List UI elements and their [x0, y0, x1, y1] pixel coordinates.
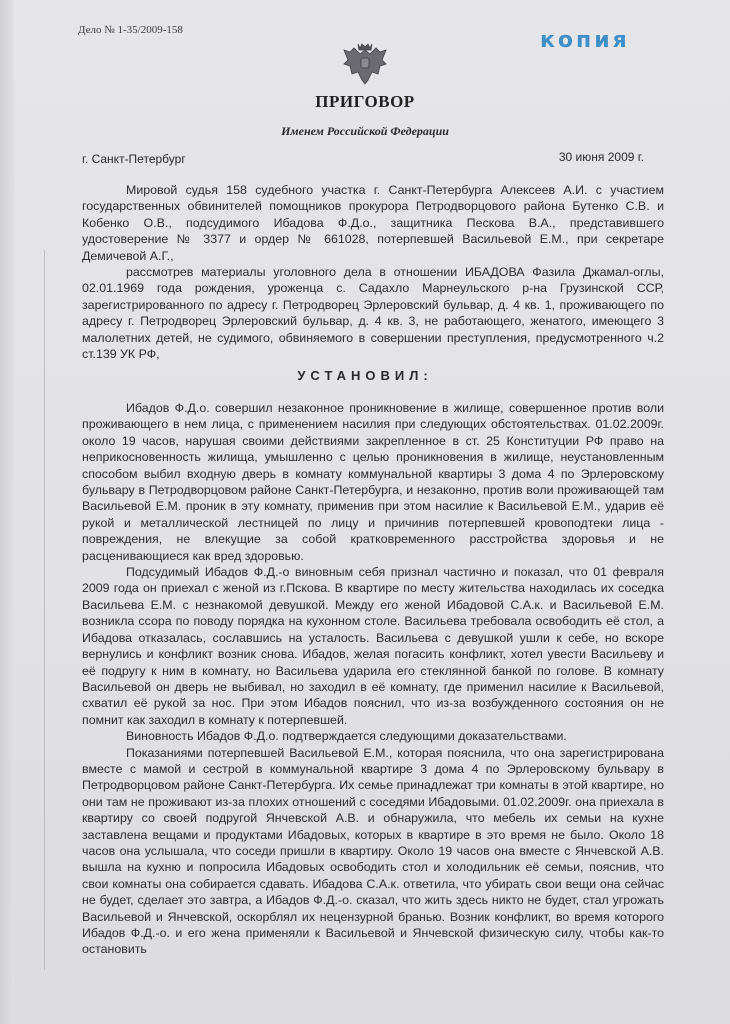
findings-paragraph: Показаниями потерпевшей Васильевой Е.М., которая пояснила, что она зарегистрирована вместе с мамой и сестрой в коммунальной квартире 3 дома 4 по Эрлеровскому бульвару в Петродворцовом районе Санкт-Петербурга. Их семье принадлежат три комнаты в этой квартире, но они там не проживают из-за плохих отношений с соседями Ибадовыми. 01.02.2009г. она приехала в квартиру со своей подругой Янчевской А.В. и обнаружила, что мебель их семьи на кухне заставлена вещами и продуктами Ибадовых, которых в квартире в это время не было. Около 18 часов она услышала, что соседи пришли в квартиру. Около 19 часов она вместе с Янчевской А.В. вышла на кухню и попросила Ибадовых освободить стол и холодильник её семьи, пояснив, что свои комнаты она собирается сдавать. Ибадова С.А.к. ответила, что убирать свои вещи она сейчас не будет, сделает это завтра, а Ибадов Ф.Д.-о. сказал, что жить здесь никто не будет, стал угрожать Васильевой и Янчевской, оскорблял их нецензурной бранью. Возник конфликт, во время которого Ибадов Ф.Д.-о. и его жена применяли к Васильевой и Янчевской физическую силу, чтобы как-то остановить	[82, 745, 664, 957]
findings-text	[82, 400, 664, 958]
copy-stamp: копия	[540, 28, 630, 53]
findings-paragraph: Виновность Ибадов Ф.Д.о. подтверждается следующими доказательствами.	[126, 729, 567, 744]
double-headed-eagle-icon	[340, 40, 390, 88]
findings-paragraph: Ибадов Ф.Д.о. совершил незаконное проникновение в жилище, совершенное против воли проживающего в нем лица, с применением насилия при следующих обстоятельствах. 01.02.2009г. около 19 часов, нарушая своими действиями закрепленное в ст. 25 Конституции РФ право на неприкосновенность жилища, умышленно с целью проникновения в жилище, неустановленным способом выбил входную дверь в комнату коммунальной квартиры 3 дома 4 по Эрлеровскому бульвару в Петродворцовом районе Санкт-Петербурга, и незаконно, против воли проживающей там Васильевой Е.М. проник в эту комнату, применив при этом насилие к Васильевой Е.М., ударив её рукой и металлической лестницей по лицу и причинив потерпевшей кровоподтеки лица - повреждения, не влекущие за собой кратковременного расстройства здоровья и не расценивающиеся как вред здоровью.	[82, 401, 664, 563]
document-subtitle: Именем Российской Федерации	[281, 124, 449, 138]
binding-stitch	[44, 250, 45, 970]
case-number: Дело № 1-35/2009-158	[78, 24, 183, 36]
section-heading: УСТАНОВИЛ:	[297, 368, 433, 383]
findings-paragraph: Подсудимый Ибадов Ф.Д.-о виновным себя признал частично и показал, что 01 февраля 2009 года он приехал с женой из г.Пскова. В квартире по месту жительства находилась их соседка Васильева Е.М. с незнакомой девушкой. Между его женой Ибадовой С.А.к. и Васильевой Е.М. возникла ссора по поводу порядка на кухонном столе. Васильева требовала освободить её стол, а Ибадова отказалась, сославшись на усталость. Васильева с девушкой ушли к себе, но вскоре вернулись и конфликт возник снова. Ибадов, желая погасить конфликт, хотел увести Васильеву и её подругу к ним в комнату, но Васильева ударила его стеклянной банкой по голове. В комнату Васильевой он дверь не выбивал, но заходил в её комнату, где применил насилие к Васильевой, схватил её рукой за нос. При этом Ибадов пояснил, что из-за возбужденного состояния он не помнит как заходил в комнату к потерпевшей.	[82, 565, 664, 727]
intro-paragraph: рассмотрев материалы уголовного дела в отношении ИБАДОВА Фазила Джамал-оглы, 02.01.1969 года рождения, уроженца с. Садахло Марнеульского р-на Грузинской ССР, зарегистрированного по адресу г. Петродворец Эрлеровский бульвар, д. 4 кв. 1, проживающего по адресу г. Петродворец Эрлеровский бульвар, д. 4 кв. 3, не работающего, женатого, имеющего 3 малолетних детей, не судимого, обвиняемого в совершении преступления, предусмотренного ч.2 ст.139 УК РФ,	[82, 265, 664, 362]
document-title: ПРИГОВОР	[315, 92, 415, 111]
intro-paragraph: Мировой судья 158 судебного участка г. Санкт-Петербурга Алексеев А.И. с участием государственных обвинителей помощников прокурора Петродворцового района Бутенко С.В. и Кобенко О.В., подсудимого Ибадова Ф.Д.о., защитника Пескова В.А., представившего удостоверение № 3377 и ордер № 661028, потерпевшей Васильевой Е.М., при секретаре Демичевой А.Г.,	[82, 183, 664, 263]
date: 30 июня 2009 г.	[558, 150, 644, 164]
intro-text	[82, 182, 664, 362]
place: г. Санкт-Петербург	[82, 152, 186, 166]
page-edge	[0, 0, 14, 1024]
